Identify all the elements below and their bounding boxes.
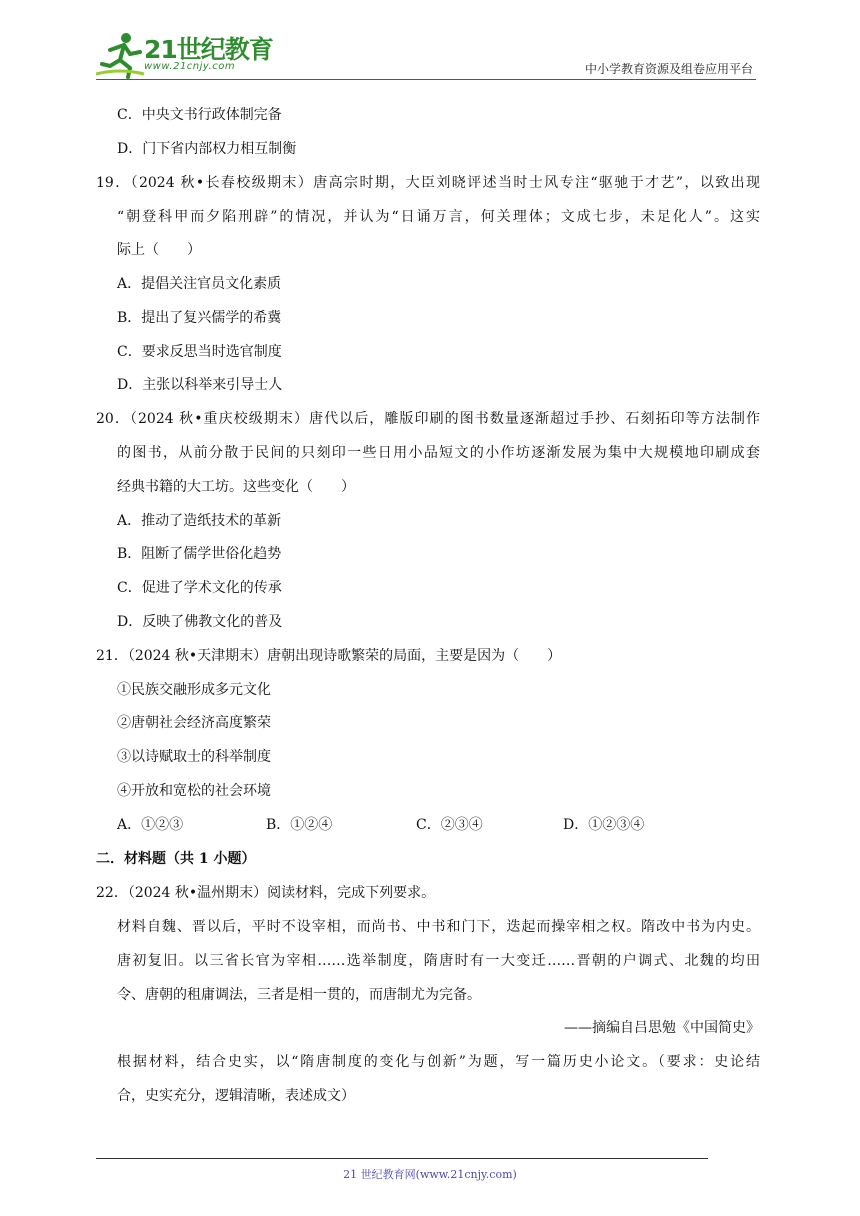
option-d: D．门下省内部权力相互制衡 xyxy=(117,141,297,157)
logo-url: www.21cnjy.com xyxy=(144,61,236,72)
question-stem-line: 的图书，从前分散于民间的只刻印一些日用小品短文的小作坊逐渐发展为集中大规模地印刷成套 xyxy=(117,445,760,461)
option-a: A．推动了造纸技术的革新 xyxy=(117,513,282,529)
option-c: C．促进了学术文化的传承 xyxy=(117,580,282,596)
question-stem-line: 经典书籍的大工坊。这些变化（ ） xyxy=(117,479,355,495)
header-divider xyxy=(96,79,756,80)
runner-icon xyxy=(96,30,146,80)
page-footer: 21 世纪教育网(www.21cnjy.com) xyxy=(343,1168,517,1181)
numbered-item: ④开放和宽松的社会环境 xyxy=(117,783,271,799)
option-a: A．提倡关注官员文化素质 xyxy=(117,276,282,292)
numbered-item: ③以诗赋取士的科举制度 xyxy=(117,749,271,765)
numbered-item: ①民族交融形成多元文化 xyxy=(117,682,271,698)
site-logo xyxy=(96,30,273,80)
page-header xyxy=(0,0,860,84)
material-source: ——摘编自吕思勉《中国简史》 xyxy=(564,1020,760,1036)
question-stem: 22．（2024 秋•温州期末）阅读材料，完成下列要求。 xyxy=(96,885,436,901)
section-heading: 二．材料题（共 1 小题） xyxy=(96,851,256,867)
task-line: 合，史实充分，逻辑清晰，表述成文） xyxy=(117,1088,355,1104)
option-c: C．要求反思当时选官制度 xyxy=(117,344,282,360)
question-stem-line: 20．（2024 秋•重庆校级期末）唐代以后，雕版印刷的图书数量逐渐超过手抄、石刻拓印等方法制作 xyxy=(96,411,760,427)
material-line: 令、唐朝的租庸调法，三者是相一贯的，而唐制尤为完备。 xyxy=(117,987,481,1003)
question-stem-line: 际上（ ） xyxy=(117,242,201,258)
logo-text: 21世纪教育 xyxy=(144,35,273,64)
option-d: D．主张以科举来引导士人 xyxy=(117,377,283,393)
question-stem-line: “朝登科甲而夕陷刑辟”的情况，并认为“日诵万言，何关理体；文成七步，未足化人”。这实 xyxy=(117,209,760,225)
numbered-item: ②唐朝社会经济高度繁荣 xyxy=(117,715,271,731)
option-b: B．提出了复兴儒学的希冀 xyxy=(117,310,282,326)
question-stem: 21．（2024 秋•天津期末）唐朝出现诗歌繁荣的局面，主要是因为（ ） xyxy=(96,648,562,664)
option-a: A．①②③ xyxy=(117,817,184,833)
material-line: 唐初复旧。以三省长官为宰相……选举制度，隋唐时有一大变迁……晋朝的户调式、北魏的均田 xyxy=(117,953,760,969)
platform-title: 中小学教育资源及组卷应用平台 xyxy=(584,62,753,76)
task-line: 根据材料，结合史实，以“隋唐制度的变化与创新”为题，写一篇历史小论文。（要求：史论结 xyxy=(117,1054,760,1070)
material-line: 材料自魏、晋以后，平时不设宰相，而尚书、中书和门下，迭起而操宰相之权。隋改中书为内史。 xyxy=(117,919,760,935)
question-stem-line: 19．（2024 秋•长春校级期末）唐高宗时期，大臣刘晓评述当时士风专注“驱驰于才艺”，以致出现 xyxy=(96,175,760,191)
footer-divider xyxy=(96,1158,708,1159)
option-b: B．①②④ xyxy=(266,817,333,833)
option-c: C．中央文书行政体制完备 xyxy=(117,107,282,123)
option-d: D．①②③④ xyxy=(563,817,645,833)
option-b: B．阻断了儒学世俗化趋势 xyxy=(117,546,282,562)
option-c: C．②③④ xyxy=(416,817,483,833)
option-d: D．反映了佛教文化的普及 xyxy=(117,614,283,630)
